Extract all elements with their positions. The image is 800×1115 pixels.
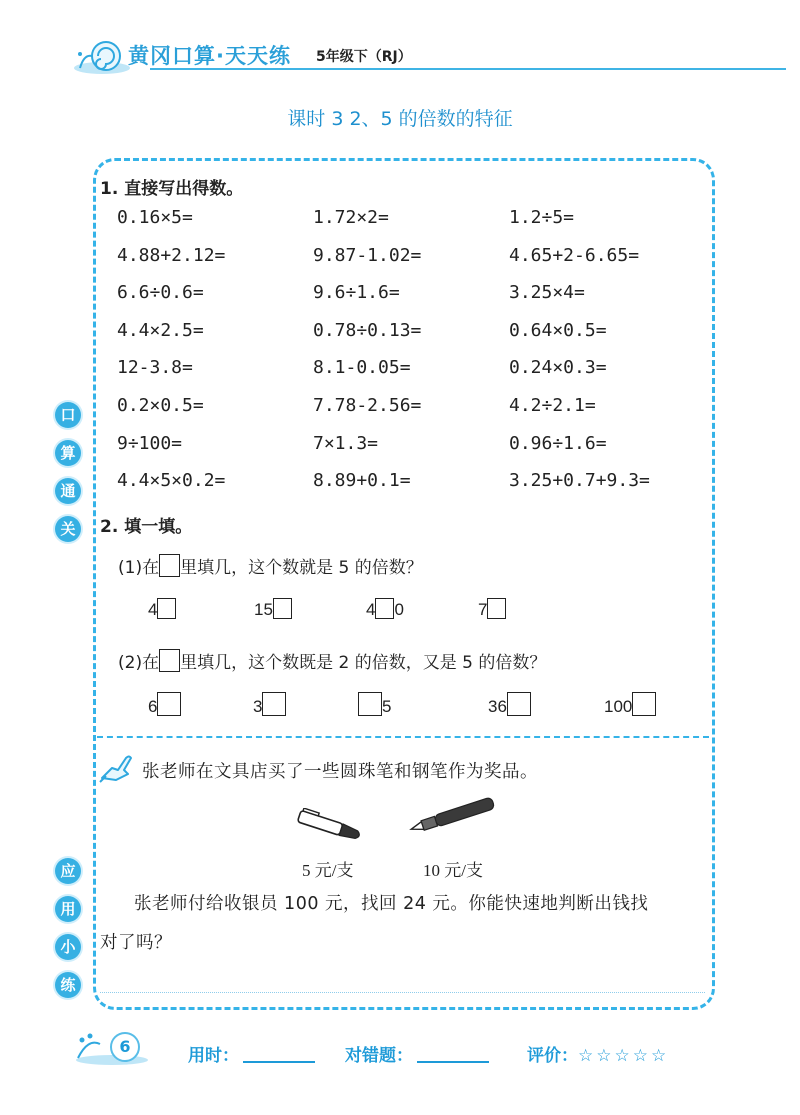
errors-blank[interactable] [417,1047,489,1063]
digit-before: 6 [148,697,158,716]
fill-blank[interactable] [632,692,656,716]
calc-problem: 0.16×5= [117,207,193,228]
side-tab-char: 口 [55,402,81,428]
section1-title: 1. 直接写出得数。 [100,179,244,199]
errors-field [345,1041,489,1066]
question-prefix: (1)在 [118,558,160,578]
rating-stars-icon[interactable]: ☆☆☆☆☆ [578,1046,670,1066]
section2-title: 2. 填一填。 [100,517,193,537]
lesson-title: 课时 3 2、5 的倍数的特征 [287,108,513,130]
time-blank[interactable] [243,1047,315,1063]
digit-after: 0 [394,600,404,619]
side-tab-oral-calc [55,402,83,554]
digit-before: 100 [604,697,633,716]
calc-problem: 4.65+2-6.65= [509,244,640,266]
fill-item [358,692,391,717]
calc-problem: 4.4×2.5= [117,319,204,341]
digit-before: 4 [366,600,376,619]
calc-problem: 4.2÷2.1= [509,394,596,416]
side-tab-char: 关 [55,516,81,542]
side-tab-char: 用 [55,896,81,922]
fill-blank[interactable] [262,692,286,716]
fill-item [253,692,286,717]
calc-problem: 8.89+0.1= [313,470,411,492]
fill-item [148,692,181,717]
calc-problem: 0.64×0.5= [509,319,607,341]
digit-before: 4 [148,600,158,619]
answer-box-icon [159,554,180,577]
digit-before: 15 [254,600,273,619]
calc-problem: 12-3.8= [117,357,193,379]
fountain-pen-icon [405,796,505,834]
calc-problem: 3.25×4= [509,282,585,304]
calc-problem: 1.2÷5= [509,207,575,228]
calc-problem: 9.6÷1.6= [313,282,400,304]
errors-label: 对错题： [345,1046,413,1066]
rating-label: 评价： [527,1046,578,1066]
snail-logo-icon [72,34,132,76]
ballpoint-price: 5 元/支 [302,861,354,880]
side-tab-char: 算 [55,440,81,466]
calc-problem: 3.25+0.7+9.3= [509,470,650,492]
section-divider [97,736,709,738]
calc-problem: 4.4×5×0.2= [117,470,226,492]
rating-field [527,1041,669,1066]
calc-problem: 9.87-1.02= [313,244,422,266]
calc-problem: 0.96÷1.6= [509,432,607,454]
digit-after: 5 [382,697,392,716]
fill-blank[interactable] [273,598,292,619]
calc-problem: 0.78÷0.13= [313,319,422,341]
question-prefix: (2)在 [118,653,160,673]
brand-title: 黄冈口算·天天练 [128,44,291,68]
side-tab-char: 应 [55,858,81,884]
pointing-hand-icon [98,752,134,784]
ballpoint-pen-icon [292,808,368,842]
fill-blank[interactable] [358,692,382,716]
fill-question-2 [118,648,546,673]
answer-box-icon [159,649,180,672]
calc-grid [117,207,697,508]
fill-item [366,598,404,620]
side-tab-char: 小 [55,934,81,960]
fill-item [604,692,656,717]
calc-problem: 7.78-2.56= [313,394,422,416]
fill-question-1 [118,553,423,578]
application-problem-line2: 对了吗？ [100,933,172,953]
application-problem-line1: 张老师付给收银员 100 元，找回 24 元。你能快速地判断出钱找 [134,894,649,914]
time-field [188,1041,315,1066]
time-label: 用时： [188,1046,239,1066]
page-number: 6 [110,1032,140,1062]
calc-problem: 7×1.3= [313,432,379,454]
fountain-pen-price: 10 元/支 [423,861,483,880]
digit-before: 3 [253,697,263,716]
header-divider [150,68,786,70]
application-intro: 张老师在文具店买了一些圆珠笔和钢笔作为奖品。 [142,762,538,782]
fill-blank[interactable] [507,692,531,716]
fill-blank[interactable] [157,692,181,716]
fill-item [488,692,531,717]
calc-problem: 1.72×2= [313,207,389,228]
fill-blank[interactable] [157,598,176,619]
side-tab-char: 练 [55,972,81,998]
question-suffix: 里填几，这个数既是 2 的倍数，又是 5 的倍数？ [180,653,547,673]
calc-problem: 0.2×0.5= [117,394,204,416]
side-tab-application [55,858,83,1010]
calc-problem: 8.1-0.05= [313,357,411,379]
calc-problem: 9÷100= [117,432,183,454]
calc-problem: 4.88+2.12= [117,244,226,266]
fill-blank[interactable] [375,598,394,619]
answer-area-line [100,992,705,993]
fill-item [478,598,506,620]
digit-before: 7 [478,600,488,619]
side-tab-char: 通 [55,478,81,504]
calc-problem: 0.24×0.3= [509,357,607,379]
fill-item [254,598,292,620]
fill-blank[interactable] [487,598,506,619]
calc-problem: 6.6÷0.6= [117,282,204,304]
fill-item [148,598,176,620]
digit-before: 36 [488,697,507,716]
grade-label: 5年级下（RJ） [316,49,412,65]
question-suffix: 里填几，这个数就是 5 的倍数？ [180,558,423,578]
